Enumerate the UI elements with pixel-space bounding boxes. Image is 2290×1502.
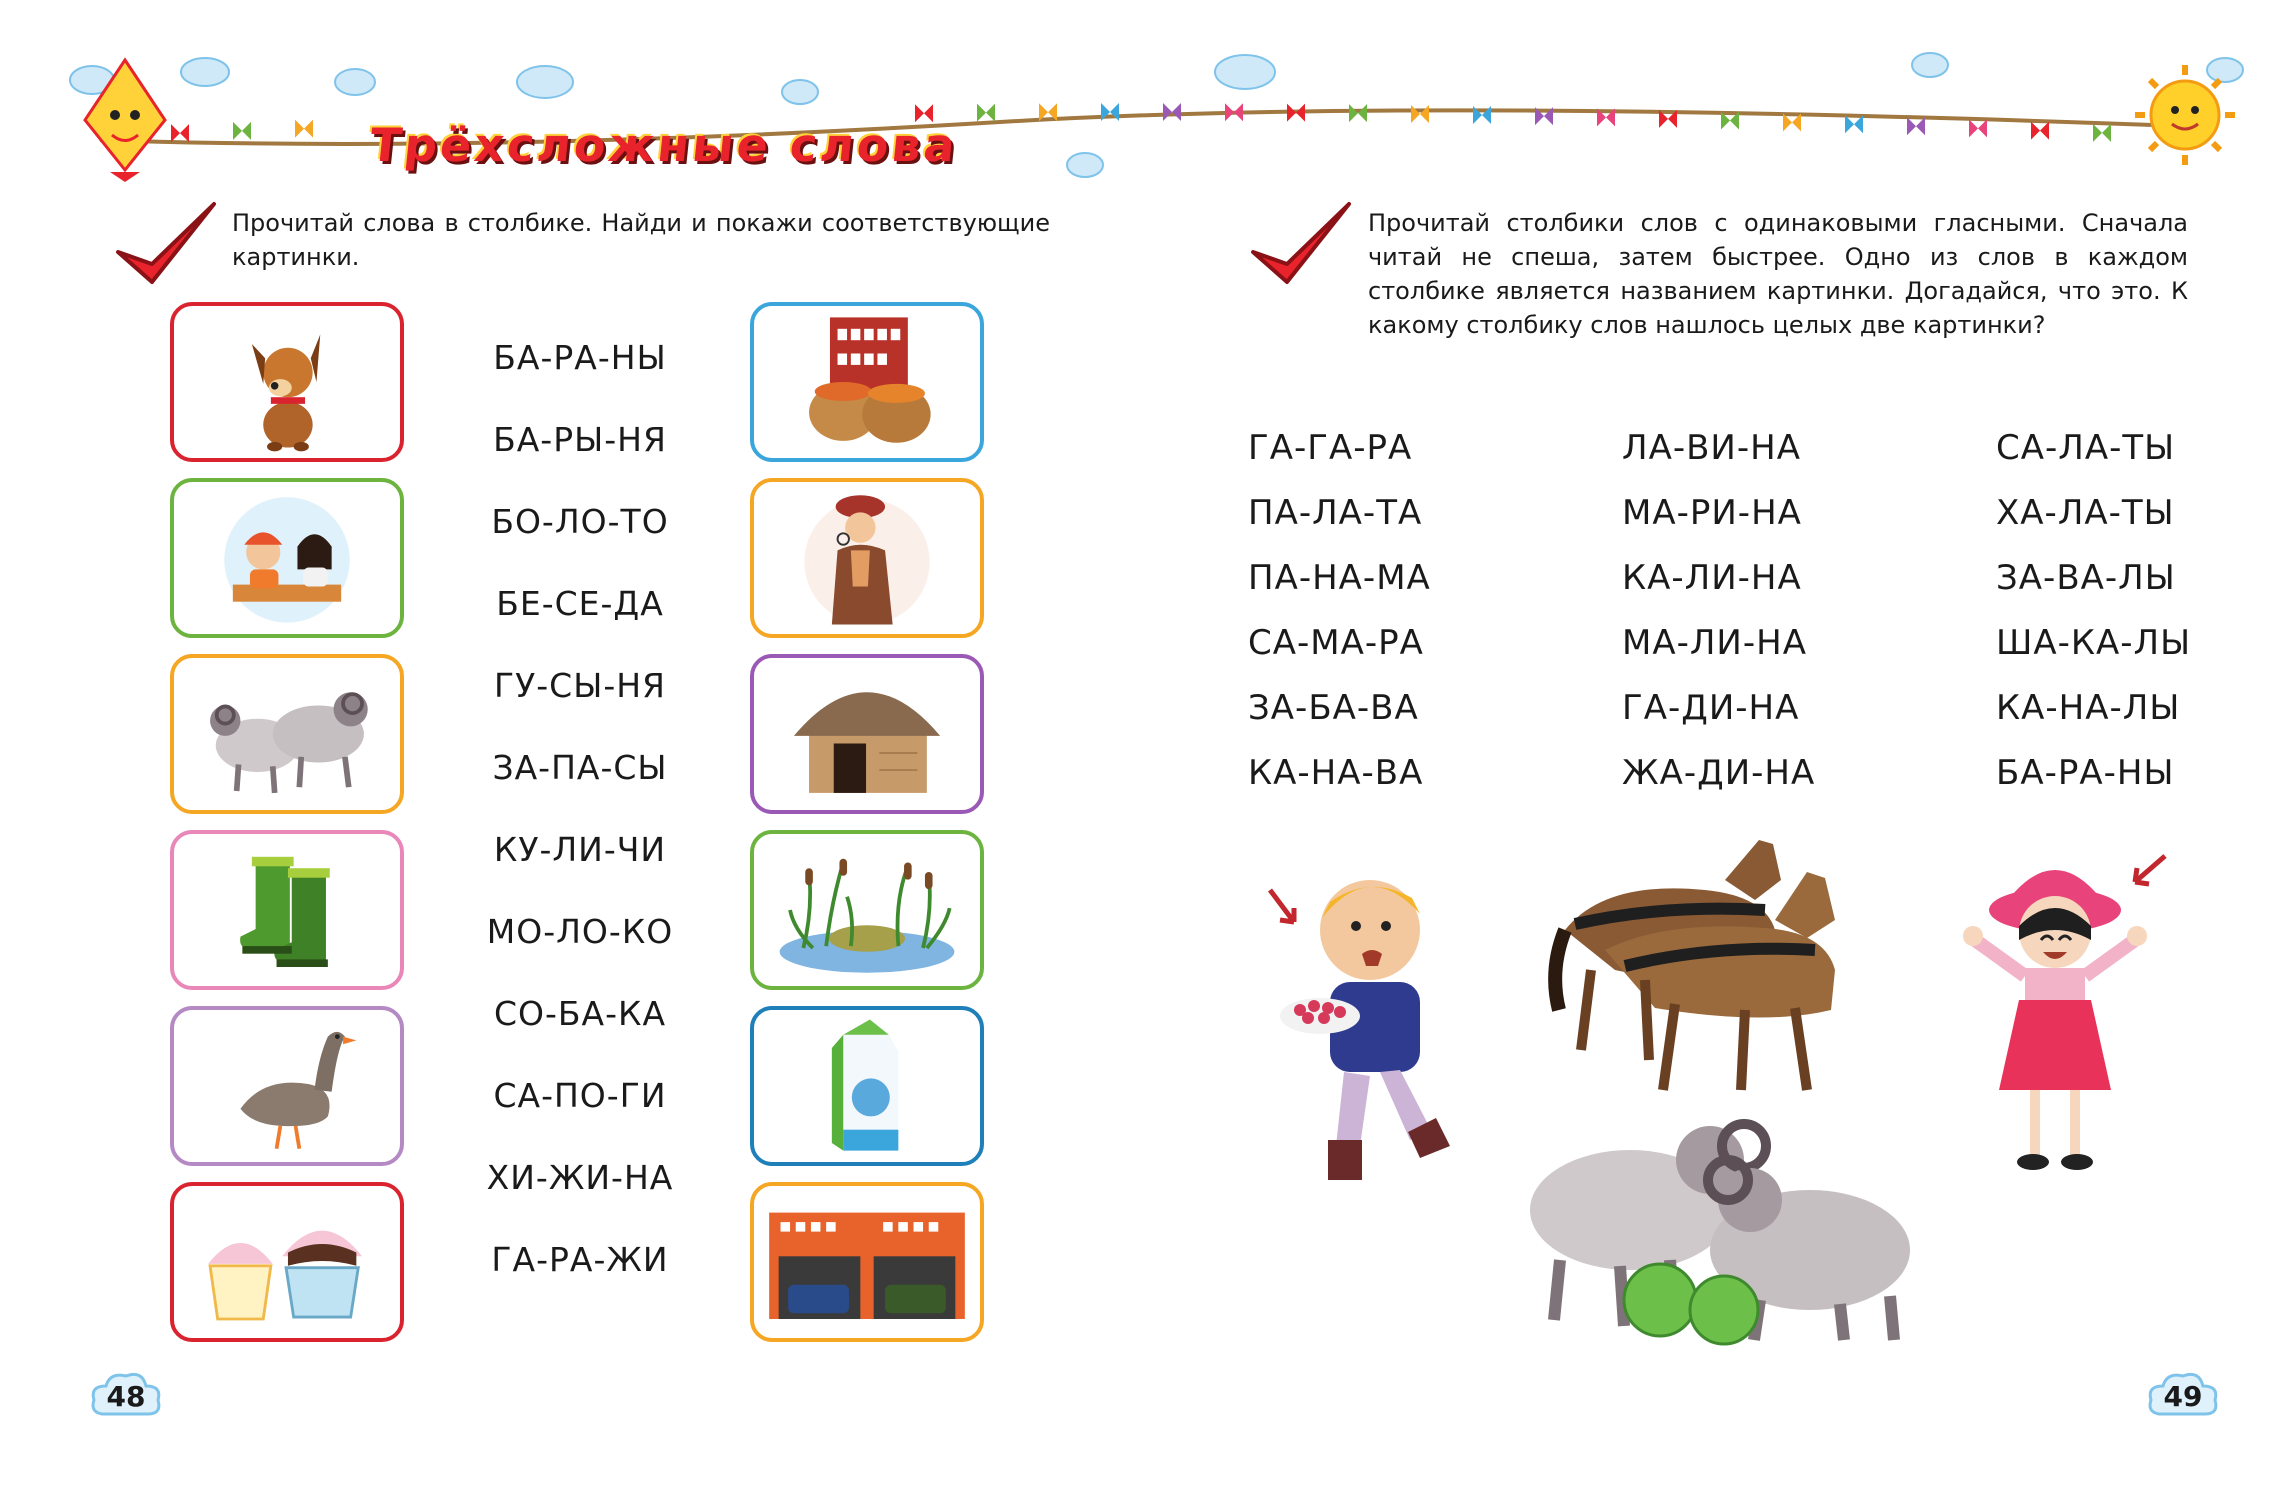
syllable-word: СО-БА-КА (493, 994, 667, 1033)
left-picture-card[interactable] (170, 830, 404, 990)
syllable-word: БА-РА-НЫ (493, 338, 667, 377)
vowel-column-word: КА-ЛИ-НА (1622, 558, 1802, 598)
right-picture-card[interactable] (750, 830, 984, 990)
vowel-column-word: ЗА-БА-ВА (1248, 688, 1419, 728)
rams-with-cabbage-icon (1510, 1100, 1950, 1350)
left-picture-card[interactable] (170, 478, 404, 638)
jackals-icon (1545, 820, 1875, 1100)
vowel-column-word: МА-РИ-НА (1622, 493, 1802, 533)
left-picture-card[interactable] (170, 654, 404, 814)
right-instruction: Прочитай столбики слов с одинаковыми гласными. Сначала читай не спеша, затем быстрее. Одно из слов в каждом столбике является названием картинки. Догадайся, что это. К какому столбику слов нашлось целых две картинки? (1368, 209, 2188, 339)
vowel-column-word: БА-РА-НЫ (1996, 753, 2175, 793)
left-picture-card[interactable] (170, 302, 404, 462)
syllable-word: БА-РЫ-НЯ (493, 420, 667, 459)
boy-with-raspberries-icon (1260, 850, 1470, 1190)
syllable-word: ГА-РА-ЖИ (491, 1240, 669, 1279)
header-garland (0, 0, 2290, 200)
vowel-column-word: СА-ЛА-ТЫ (1996, 428, 2176, 468)
children-talking-icon (224, 497, 349, 622)
syllable-word: ЗА-ПА-СЫ (492, 748, 668, 787)
syllable-word: СА-ПО-ГИ (493, 1076, 667, 1115)
vowel-column-word: КА-НА-ЛЫ (1996, 688, 2181, 728)
right-picture-card[interactable] (750, 302, 984, 462)
swamp-icon (780, 859, 955, 973)
syllable-word: ХИ-ЖИ-НА (486, 1158, 674, 1197)
syllable-word: МО-ЛО-КО (486, 912, 674, 951)
vowel-column-word: ША-КА-ЛЫ (1996, 623, 2192, 663)
checkmark-icon (1245, 190, 1355, 300)
page-number-left: 48 (88, 1368, 164, 1426)
vowel-column-word: СА-МА-РА (1248, 623, 1424, 663)
right-picture-card[interactable] (750, 478, 984, 638)
vowel-column-word: ЗА-ВА-ЛЫ (1996, 558, 2176, 598)
right-picture-card[interactable] (750, 654, 984, 814)
vowel-column-word: ХА-ЛА-ТЫ (1996, 493, 2175, 533)
left-instruction: Прочитай слова в столбике. Найди и покажи соответствующие картинки. (232, 209, 1050, 271)
syllable-word: БЕ-СЕ-ДА (496, 584, 664, 623)
page-title: Трёхсложные слова (367, 118, 961, 172)
vowel-column-word: ЛА-ВИ-НА (1622, 428, 1801, 468)
vowel-column-word: ПА-ЛА-ТА (1248, 493, 1423, 533)
vowel-column-word: МА-ЛИ-НА (1622, 623, 1807, 663)
girl-in-panama-icon (1955, 840, 2185, 1190)
right-picture-card[interactable] (750, 1006, 984, 1166)
sun-icon (2135, 65, 2235, 165)
vowel-column-word: ЖА-ДИ-НА (1622, 753, 1816, 793)
right-picture-card[interactable] (750, 1182, 984, 1342)
syllable-word: БО-ЛО-ТО (491, 502, 669, 541)
syllable-word: ГУ-СЫ-НЯ (494, 666, 666, 705)
garage-icon (769, 1213, 965, 1319)
hut-icon (794, 692, 940, 793)
dog-icon (252, 335, 320, 452)
page-number-right: 49 (2145, 1368, 2221, 1426)
syllable-word: КУ-ЛИ-ЧИ (493, 830, 667, 869)
boots-icon (240, 857, 330, 967)
lady-icon (804, 495, 929, 624)
milk-carton-icon (832, 1020, 899, 1151)
left-picture-card[interactable] (170, 1006, 404, 1166)
left-picture-card[interactable] (170, 1182, 404, 1342)
supplies-icon (809, 317, 931, 442)
vowel-column-word: ГА-ГА-РА (1248, 428, 1413, 468)
cupcakes-icon (208, 1231, 362, 1319)
vowel-column-word: ГА-ДИ-НА (1622, 688, 1800, 728)
goose-icon (240, 1032, 356, 1149)
vowel-column-word: КА-НА-ВА (1248, 753, 1424, 793)
checkmark-icon (110, 190, 220, 300)
sheep-icon (210, 692, 368, 793)
vowel-column-word: ПА-НА-МА (1248, 558, 1431, 598)
